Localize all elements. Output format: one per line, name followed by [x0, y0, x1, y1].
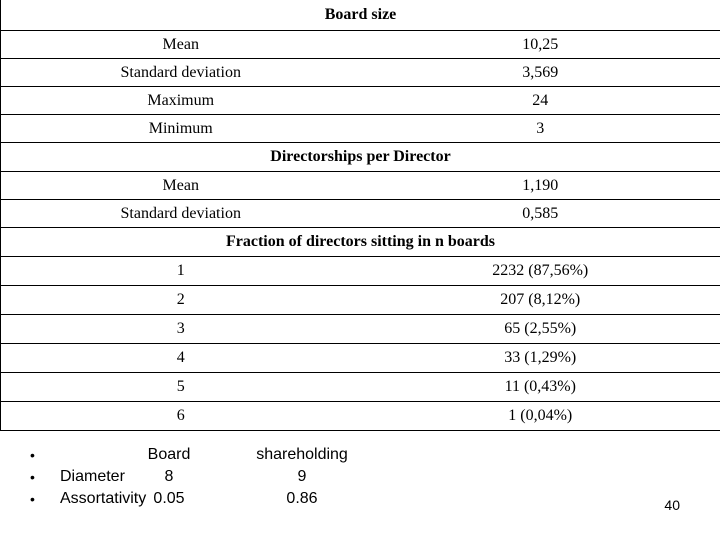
table-row — [1, 286, 720, 315]
table-row — [1, 59, 720, 87]
list-item-label: Assortativity — [60, 490, 147, 507]
row-label: 1 — [1, 257, 361, 286]
list-item-label: Diameter — [60, 468, 125, 485]
row-value: 2232 (87,56%) — [361, 257, 720, 286]
network-comparison-list — [0, 444, 720, 510]
row-label: 2 — [1, 286, 361, 315]
table-row — [1, 172, 720, 200]
fraction-header: Fraction of directors sitting in n boards — [1, 228, 720, 257]
section-header-row — [1, 0, 720, 31]
row-value: 24 — [361, 87, 720, 115]
table-row — [1, 257, 720, 286]
shareholding-value: 9 — [297, 468, 307, 485]
table-row — [1, 87, 720, 115]
table-row — [1, 315, 720, 344]
row-value: 1,190 — [361, 172, 720, 200]
row-value: 65 (2,55%) — [361, 315, 720, 344]
table-row — [1, 115, 720, 143]
row-label: Mean — [1, 172, 361, 200]
row-label: 5 — [1, 373, 361, 402]
list-item — [0, 466, 720, 488]
table-row — [1, 402, 720, 431]
row-value: 1 (0,04%) — [361, 402, 720, 431]
row-label: Standard deviation — [1, 200, 361, 228]
shareholding-column-header: shareholding — [256, 446, 348, 463]
board-size-header: Board size — [1, 0, 720, 31]
board-value: 8 — [164, 468, 174, 485]
row-label: 4 — [1, 344, 361, 373]
row-value: 207 (8,12%) — [361, 286, 720, 315]
row-label: Maximum — [1, 87, 361, 115]
list-item — [0, 444, 720, 466]
table-row — [1, 344, 720, 373]
bullet-marker: • — [30, 447, 35, 463]
row-label: Minimum — [1, 115, 361, 143]
bullet-marker: • — [30, 469, 35, 485]
table-row — [1, 373, 720, 402]
row-value: 0,585 — [361, 200, 720, 228]
row-label: 3 — [1, 315, 361, 344]
table-row — [1, 200, 720, 228]
row-label: Standard deviation — [1, 59, 361, 87]
board-column-header: Board — [147, 446, 191, 463]
page-number: 40 — [664, 497, 680, 513]
shareholding-value: 0.86 — [286, 490, 318, 507]
row-label: Mean — [1, 31, 361, 59]
section-header-row — [1, 228, 720, 257]
table-row — [1, 31, 720, 59]
list-item — [0, 488, 720, 510]
row-value: 11 (0,43%) — [361, 373, 720, 402]
row-label: 6 — [1, 402, 361, 431]
row-value: 33 (1,29%) — [361, 344, 720, 373]
row-value: 10,25 — [361, 31, 720, 59]
row-value: 3,569 — [361, 59, 720, 87]
section-header-row — [1, 143, 720, 172]
board-value: 0.05 — [153, 490, 185, 507]
directorships-header: Directorships per Director — [1, 143, 720, 172]
bullet-marker: • — [30, 491, 35, 507]
row-value: 3 — [361, 115, 720, 143]
